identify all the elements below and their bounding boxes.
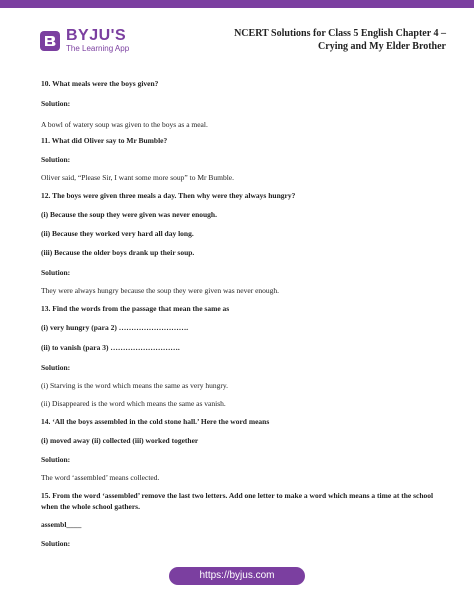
- brand-name: BYJU'S: [66, 27, 127, 44]
- answer-14: The word ‘assembled’ means collected.: [41, 473, 160, 482]
- question-11: 11. What did Oliver say to Mr Bumble?: [41, 136, 168, 145]
- brand-tagline: The Learning App: [66, 44, 130, 53]
- question-13: 13. Find the words from the passage that mean the same as: [41, 304, 230, 313]
- answer-11: Oliver said, “Please Sir, I want some more soup” to Mr Bumble.: [41, 173, 234, 182]
- title-line-2: Crying and My Elder Brother: [318, 41, 446, 52]
- solution-label: Solution:: [41, 539, 71, 548]
- solution-label: Solution:: [41, 268, 71, 277]
- question-14: 14. ‘All the boys assembled in the cold stone hall.’ Here the word means: [41, 417, 270, 426]
- answer-13-i: (i) Starving is the word which means the same as very hungry.: [41, 381, 228, 390]
- question-12-option-iii: (iii) Because the older boys drank up their soup.: [41, 248, 195, 257]
- byjus-logo-icon: [40, 31, 60, 51]
- byjus-logo: [40, 28, 129, 53]
- question-15: 15. From the word ‘assembled’ remove the last two letters. Add one letter to make a word which means a time at the school when the whole school gathers.: [41, 491, 434, 511]
- solution-label: Solution:: [41, 155, 71, 164]
- question-12: 12. The boys were given three meals a day. Then why were they always hungry?: [41, 191, 296, 200]
- question-14-options: (i) moved away (ii) collected (iii) worked together: [41, 436, 199, 445]
- question-15-blank: assembl____: [41, 520, 82, 529]
- solution-label: Solution:: [41, 99, 71, 108]
- question-10: 10. What meals were the boys given?: [41, 79, 159, 88]
- question-13-part-ii: (ii) to vanish (para 3) ……………………….: [41, 343, 180, 352]
- question-12-option-ii: (ii) Because they worked very hard all day long.: [41, 229, 194, 238]
- solution-label: Solution:: [41, 363, 71, 372]
- question-13-part-i: (i) very hungry (para 2) ……………………….: [41, 323, 189, 332]
- top-accent-bar: [0, 0, 474, 8]
- document-title: [206, 27, 446, 53]
- title-line-1: NCERT Solutions for Class 5 English Chapter 4 –: [234, 28, 446, 39]
- answer-10: A bowl of watery soup was given to the boys as a meal.: [41, 120, 208, 129]
- footer-url-link[interactable]: https://byjus.com: [169, 567, 305, 585]
- solution-label: Solution:: [41, 455, 71, 464]
- question-12-option-i: (i) Because the soup they were given was never enough.: [41, 210, 217, 219]
- answer-13-ii: (ii) Disappeared is the word which means the same as vanish.: [41, 399, 226, 408]
- answer-12: They were always hungry because the soup they were given was never enough.: [41, 286, 280, 295]
